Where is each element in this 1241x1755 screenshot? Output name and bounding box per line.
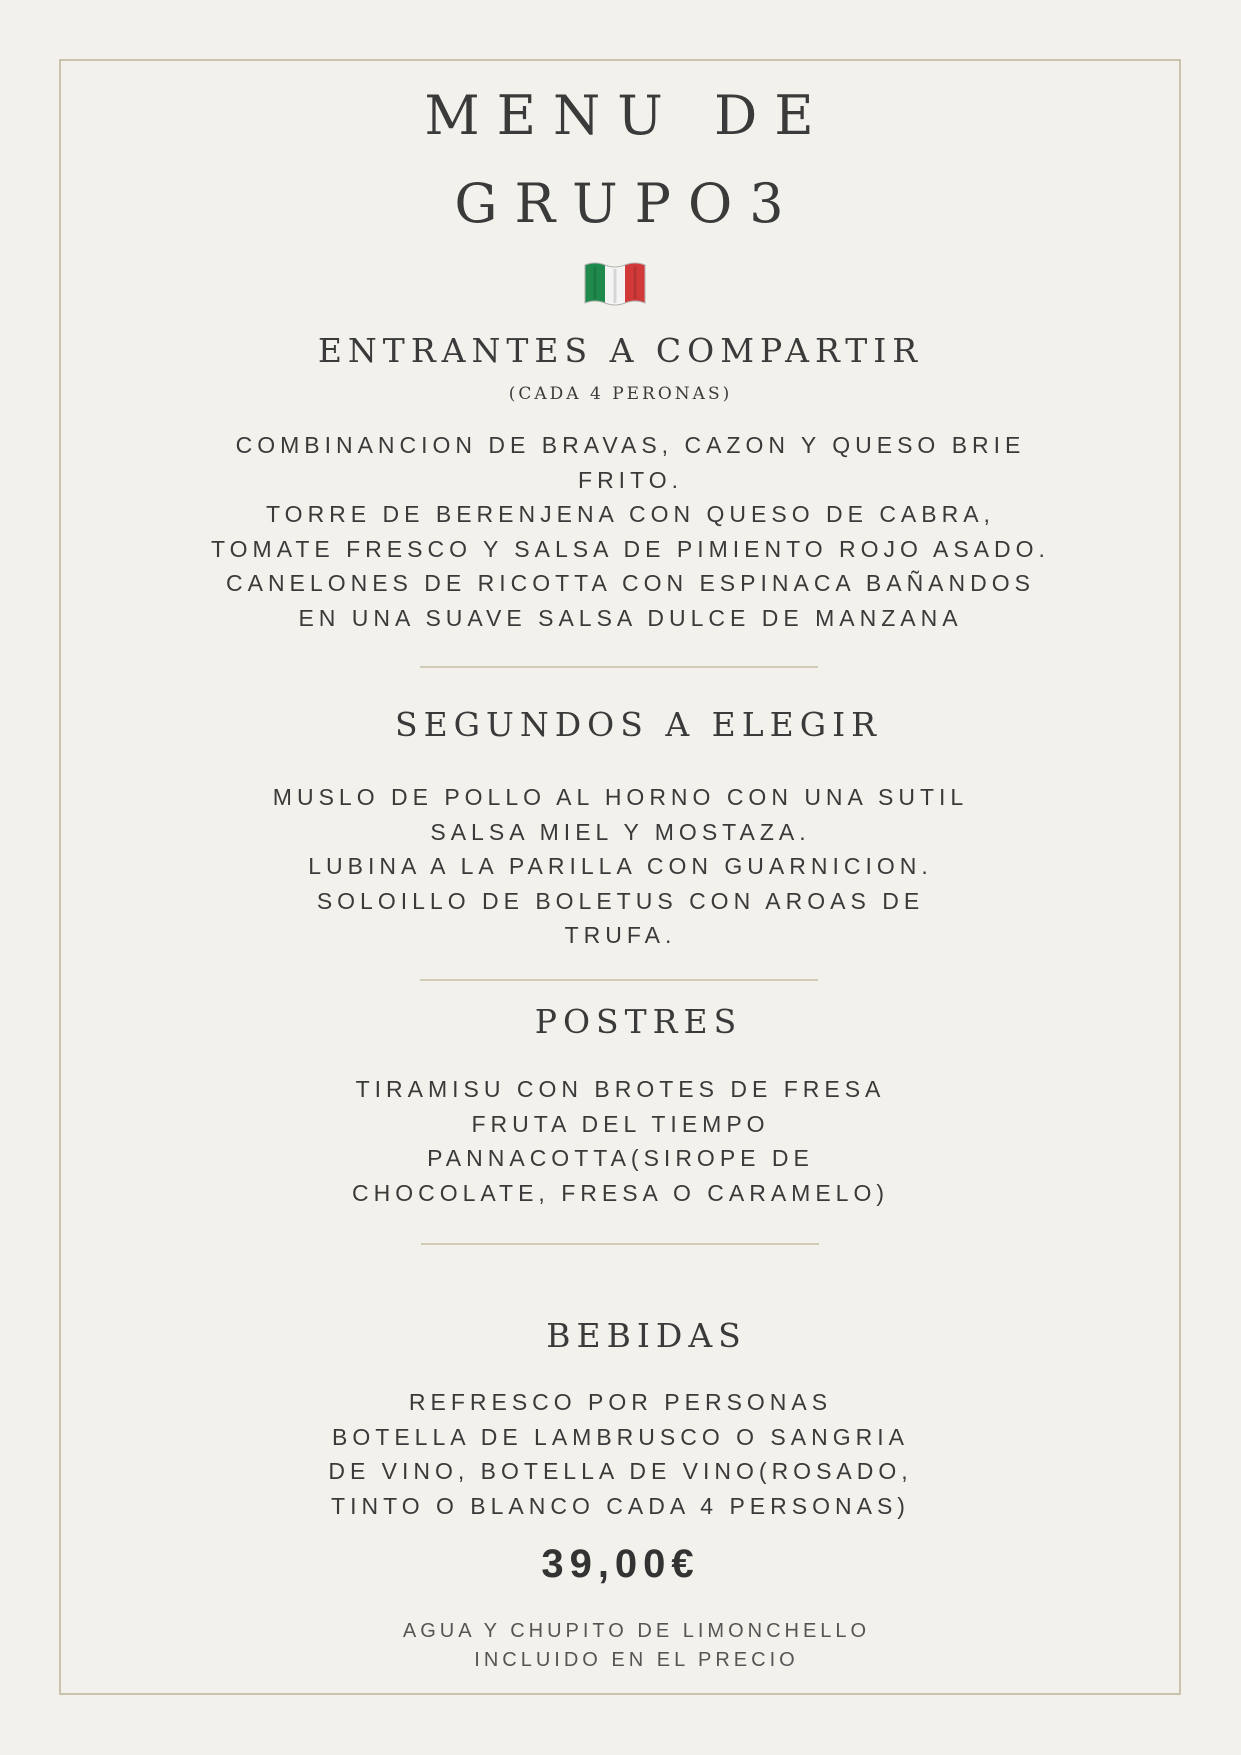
list-item: PANNACOTTA(SIROPE DE: [427, 1145, 814, 1171]
bebidas-list: [0, 1385, 1241, 1523]
list-item: COMBINANCION DE BRAVAS, CAZON Y QUESO BRIE: [235, 432, 1026, 458]
list-item: CHOCOLATE, FRESA O CARAMELO): [351, 1179, 890, 1206]
entrantes-list: [0, 428, 1241, 635]
section-heading-segundos: SEGUNDOS A ELEGIR: [394, 705, 882, 744]
section-divider: [421, 1243, 819, 1245]
list-item: TIRAMISU CON BROTES DE FRESA: [355, 1076, 886, 1102]
list-item: TRUFA.: [564, 922, 677, 948]
menu-title-line-2: GRUPO3: [454, 172, 801, 235]
section-divider: [420, 979, 818, 981]
included-note-line-2: INCLUIDO EN EL PRECIO: [474, 1649, 799, 1671]
section-heading-postres: POSTRES: [534, 1002, 743, 1041]
list-item: DE VINO, BOTELLA DE VINO(ROSADO,: [328, 1458, 913, 1484]
list-item: SALSA MIEL Y MOSTAZA.: [430, 818, 811, 845]
included-note: [0, 1617, 1241, 1675]
postres-list: [0, 1072, 1241, 1210]
list-item: EN UNA SUAVE SALSA DULCE DE MANZANA: [298, 604, 963, 631]
list-item: CANELONES DE RICOTTA CON ESPINACA BAÑANDOS: [226, 570, 1035, 596]
list-item: SOLOILLO DE BOLETUS CON AROAS DE: [316, 887, 925, 914]
list-item: FRUTA DEL TIEMPO: [471, 1110, 770, 1137]
section-heading-bebidas: BEBIDAS: [546, 1316, 747, 1355]
menu-price: 39,00€: [541, 1542, 700, 1586]
section-subheading-entrantes: (CADA 4 PERONAS): [508, 384, 733, 404]
section-heading-entrantes: ENTRANTES A COMPARTIR: [317, 331, 924, 370]
list-item: TOMATE FRESCO Y SALSA DE PIMIENTO ROJO ASADO.: [211, 535, 1050, 562]
list-item: TINTO O BLANCO CADA 4 PERSONAS): [331, 1492, 910, 1519]
italian-flag-icon: [583, 259, 647, 307]
list-item: LUBINA A LA PARILLA CON GUARNICION.: [308, 853, 933, 879]
included-note-line-1: AGUA Y CHUPITO DE LIMONCHELLO: [402, 1620, 871, 1642]
segundos-list: [0, 780, 1241, 953]
section-divider: [420, 666, 818, 668]
list-item: MUSLO DE POLLO AL HORNO CON UNA SUTIL: [272, 784, 969, 810]
list-item: BOTELLA DE LAMBRUSCO O SANGRIA: [332, 1423, 909, 1450]
list-item: FRITO.: [578, 466, 683, 493]
list-item: REFRESCO POR PERSONAS: [408, 1389, 833, 1415]
menu-title-line-1: MENU DE: [424, 84, 831, 147]
list-item: TORRE DE BERENJENA CON QUESO DE CABRA,: [266, 501, 995, 527]
menu-title: [0, 72, 1241, 248]
